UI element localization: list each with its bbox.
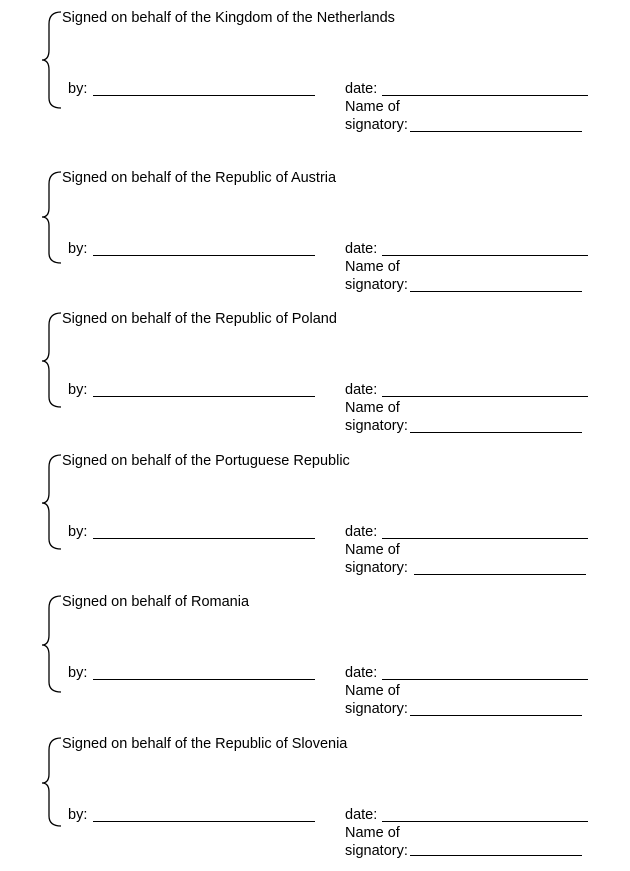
date-label: date: [345,807,378,823]
name-of-label: Name of [345,259,400,275]
signature-line[interactable] [93,255,315,256]
date-label: date: [345,241,378,257]
signature-block-austria [0,170,630,305]
signatory-name-line[interactable] [410,131,582,132]
name-of-label: Name of [345,683,400,699]
date-line[interactable] [382,255,588,256]
curly-brace-icon [40,594,64,696]
signatory-heading: Signed on behalf of the Republic of Austria [62,170,337,186]
by-label: by: [68,241,88,257]
name-of-label: Name of [345,400,400,416]
signatory-label: signatory: [345,843,408,859]
signatory-name-line[interactable] [414,574,586,575]
name-of-label: Name of [345,99,400,115]
signature-block-slovenia [0,736,630,871]
curly-brace-icon [40,453,64,553]
date-line[interactable] [382,396,588,397]
signatory-heading: Signed on behalf of Romania [62,594,250,610]
signature-line[interactable] [93,95,315,96]
signature-block-romania [0,594,630,729]
curly-brace-icon [40,736,64,831]
signature-line[interactable] [93,821,315,822]
signature-block-netherlands [0,10,630,145]
signatory-heading: Signed on behalf of the Portuguese Republic [62,453,350,469]
signatory-label: signatory: [345,117,408,133]
signatory-name-line[interactable] [410,432,582,433]
date-label: date: [345,81,378,97]
name-of-label: Name of [345,825,400,841]
signatory-name-line[interactable] [410,291,582,292]
signatory-heading: Signed on behalf of the Republic of Poland [62,311,337,327]
date-line[interactable] [382,679,588,680]
date-line[interactable] [382,95,588,96]
date-label: date: [345,524,378,540]
signature-block-poland [0,311,630,446]
signatory-name-line[interactable] [410,715,582,716]
by-label: by: [68,665,88,681]
signature-block-portugal [0,453,630,588]
signatory-label: signatory: [345,701,408,717]
date-line[interactable] [382,821,588,822]
signatory-heading: Signed on behalf of the Kingdom of the Netherlands [62,10,395,26]
by-label: by: [68,382,88,398]
signatory-label: signatory: [345,418,408,434]
signature-line[interactable] [93,396,315,397]
signatory-name-line[interactable] [410,855,582,856]
signature-line[interactable] [93,538,315,539]
curly-brace-icon [40,311,64,411]
date-label: date: [345,382,378,398]
by-label: by: [68,81,88,97]
curly-brace-icon [40,170,64,265]
date-line[interactable] [382,538,588,539]
signatory-label: signatory: [345,560,408,576]
curly-brace-icon [40,10,64,110]
signatory-label: signatory: [345,277,408,293]
signature-line[interactable] [93,679,315,680]
signatory-heading: Signed on behalf of the Republic of Slovenia [62,736,348,752]
date-label: date: [345,665,378,681]
by-label: by: [68,807,88,823]
by-label: by: [68,524,88,540]
name-of-label: Name of [345,542,400,558]
